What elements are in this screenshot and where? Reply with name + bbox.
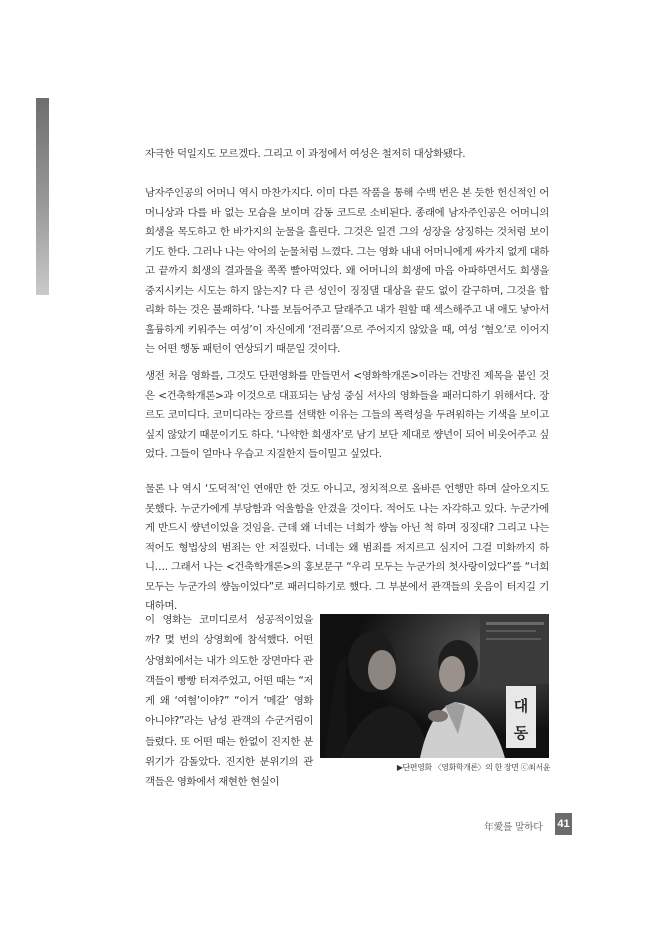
paragraph-3: 생전 처음 영화를, 그것도 단편영화를 만들면서 <영화학개론>이라는 건방진 제목을 붙인 것은 <건축학개론>과 이것으로 대표되는 남성 중심 서사의 영화들을 패러디하기 위해서다. 장르도 코미디다. 코미디라는 장르를 선택한 이유는 그들의 폭력성을 두려워하는 기색을 보이고 싶지 않았기 때문이기도 하다. ‘나약한 희생자’로 남기 보단 제대로 썅년이 되어 비웃어주고 싶었다. 그들이 얼마나 우습고 지질한지 들이밀고 싶었다.	[145, 370, 549, 460]
photo-caption: ▶단편영화 〈영화학개론〉의 한 장면 ⓒ최서윤	[396, 763, 550, 772]
film-still-photo	[320, 614, 549, 758]
sign-char-2: 동	[513, 724, 529, 742]
paragraph-4: 물론 나 역시 ‘도덕적’인 연애만 한 것도 아니고, 정치적으로 올바른 언행만 하며 살아오지도 못했다. 누군가에게 부당함과 억울함을 안겼을 것이다. 적어도 나는 자각하고 있다. 누군가에게 반드시 썅년이었을 것임을. 근데 왜 너네는 너희가 썅놈 아닌 척 하며 징징대? 그리고 나는 적어도 형법상의 범죄는 안 저질렀다. 너네는 왜 범죄를 저지르고 심지어 그걸 미화까지 하니…. 그래서 나는 <건축학개론>의 홍보문구 “우리 모두는 누군가의 첫사랑이었다”를 “너희 모두는 누군가의 썅놈이었다”로 패러디하기로 했다. 그 부분에서 관객들의 웃음이 터지길 기대하며.	[145, 483, 549, 612]
paragraph-5-beside-photo: 이 영화는 코미디로서 성공적이었을까? 몇 번의 상영회에 참석했다. 어떤 상영회에서는 내가 의도한 장면마다 관객들이 빵빵 터져주었고, 어떤 때는 “저게 왜 ‘여혐’이야?” “이거 ‘메갈’ 영화 아니야?”라는 남성 관객의 수군거림이 들렸다. 또 어떤 때는 한없이 진지한 분위기가 감돌았다. 진지한 분위기의 관객들은 영화에서 재현한 현실이	[145, 614, 313, 789]
sign-char-1: 대	[513, 697, 529, 715]
film-still-illustration	[320, 614, 549, 758]
paragraph-2: 남자주인공의 어머니 역시 마찬가지다. 이미 다른 작품을 통해 수백 번은 본 듯한 헌신적인 어머니상과 다를 바 없는 모습을 보이며 감동 코드로 소비된다. 종래에 남자주인공은 어머니의 희생을 목도하고 한 바가지의 눈물을 흘린다. 그것은 일견 그의 성장을 상징하는 것처럼 보이기도 한다. 그러나 나는 악어의 눈물처럼 느꼈다. 그는 영화 내내 어머니에게 싸가지 없게 대하고 끝까지 희생의 결과물을 쪽쪽 빨아먹었다. 왜 어머니의 희생에 마음 아파하면서도 희생을 중지시키는 시도는 하지 않는지? 다 큰 성인이 징징댈 대상을 끝도 없이 갈구하며, 그것을 합리화 하는 것은 불쾌하다. ‘나를 보듬어주고 달래주고 내가 원할 때 섹스해주고 내 애도 낳아서 훌륭하게 키워주는 여성’이 자신에게 ‘전리품’으로 주어지지 않았을 때, 여성 ‘혐오’로 이어지는 어떤 행동 패턴이 연상되기 때문일 것이다.	[145, 187, 549, 355]
running-footer-title: 年愛를 말하다	[484, 822, 543, 833]
page-number: 41	[555, 813, 572, 835]
paragraph-1: 자극한 덕일지도 모르겠다. 그리고 이 과정에서 여성은 철저히 대상화됐다.	[145, 148, 466, 160]
side-accent-bar	[36, 98, 49, 295]
